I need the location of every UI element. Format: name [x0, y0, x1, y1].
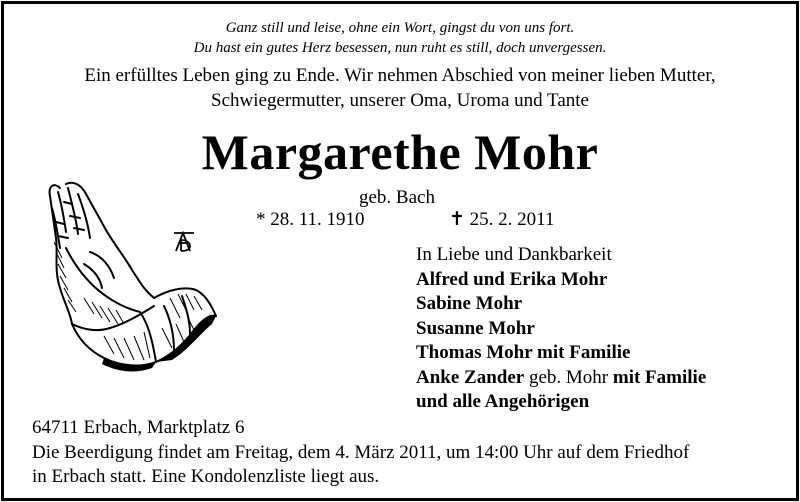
deceased-name: Margarethe Mohr: [201, 124, 599, 180]
mourner-line-5-suffix: mit Familie: [612, 366, 707, 388]
family-address: 64711 Erbach, Marktplatz 6: [32, 417, 245, 438]
death-date: ✝ 25. 2. 2011: [449, 209, 555, 230]
intro-line-2: Schwiegermutter, unserer Oma, Uroma und Tante: [211, 90, 589, 111]
praying-hands-icon: [44, 178, 222, 376]
poem-line-1: Ganz still und leise, ohne ein Wort, gingst du von uns fort.: [225, 20, 575, 36]
mourner-line-2: Sabine Mohr: [416, 293, 523, 314]
mourners-heading: In Liebe und Dankbarkeit: [416, 244, 612, 265]
mourner-line-6: und alle Angehörigen: [416, 391, 590, 412]
funeral-line-1: Die Beerdigung findet am Freitag, dem 4. März 2011, um 14:00 Uhr auf dem Friedhof: [32, 442, 690, 463]
memorial-poem: [4, 18, 796, 58]
obituary-notice: [1, 1, 799, 501]
mourners-list: [416, 243, 706, 415]
intro-line-1: Ein erfülltes Leben ging zu Ende. Wir nehmen Abschied von meiner lieben Mutter,: [84, 65, 716, 86]
birth-date: * 28. 11. 1910: [256, 209, 365, 230]
mourner-line-3: Susanne Mohr: [416, 317, 535, 339]
funeral-notice: [32, 441, 792, 489]
poem-line-2: Du hast ein gutes Herz besessen, nun ruht es still, doch unvergessen.: [193, 40, 607, 56]
mourner-line-1: Alfred und Erika Mohr: [416, 268, 608, 290]
intro-text: [4, 63, 796, 113]
mourner-line-5-maiden: geb. Mohr: [524, 366, 613, 388]
mourner-line-5-name: Anke Zander: [416, 366, 525, 388]
mourner-line-4: Thomas Mohr mit Familie: [416, 342, 631, 363]
durer-monogram-icon: [172, 230, 196, 252]
maiden-name: geb. Bach: [359, 187, 435, 208]
mourner-line-5: [416, 366, 706, 391]
funeral-line-2: in Erbach statt. Eine Kondolenzliste liegt aus.: [32, 466, 380, 487]
